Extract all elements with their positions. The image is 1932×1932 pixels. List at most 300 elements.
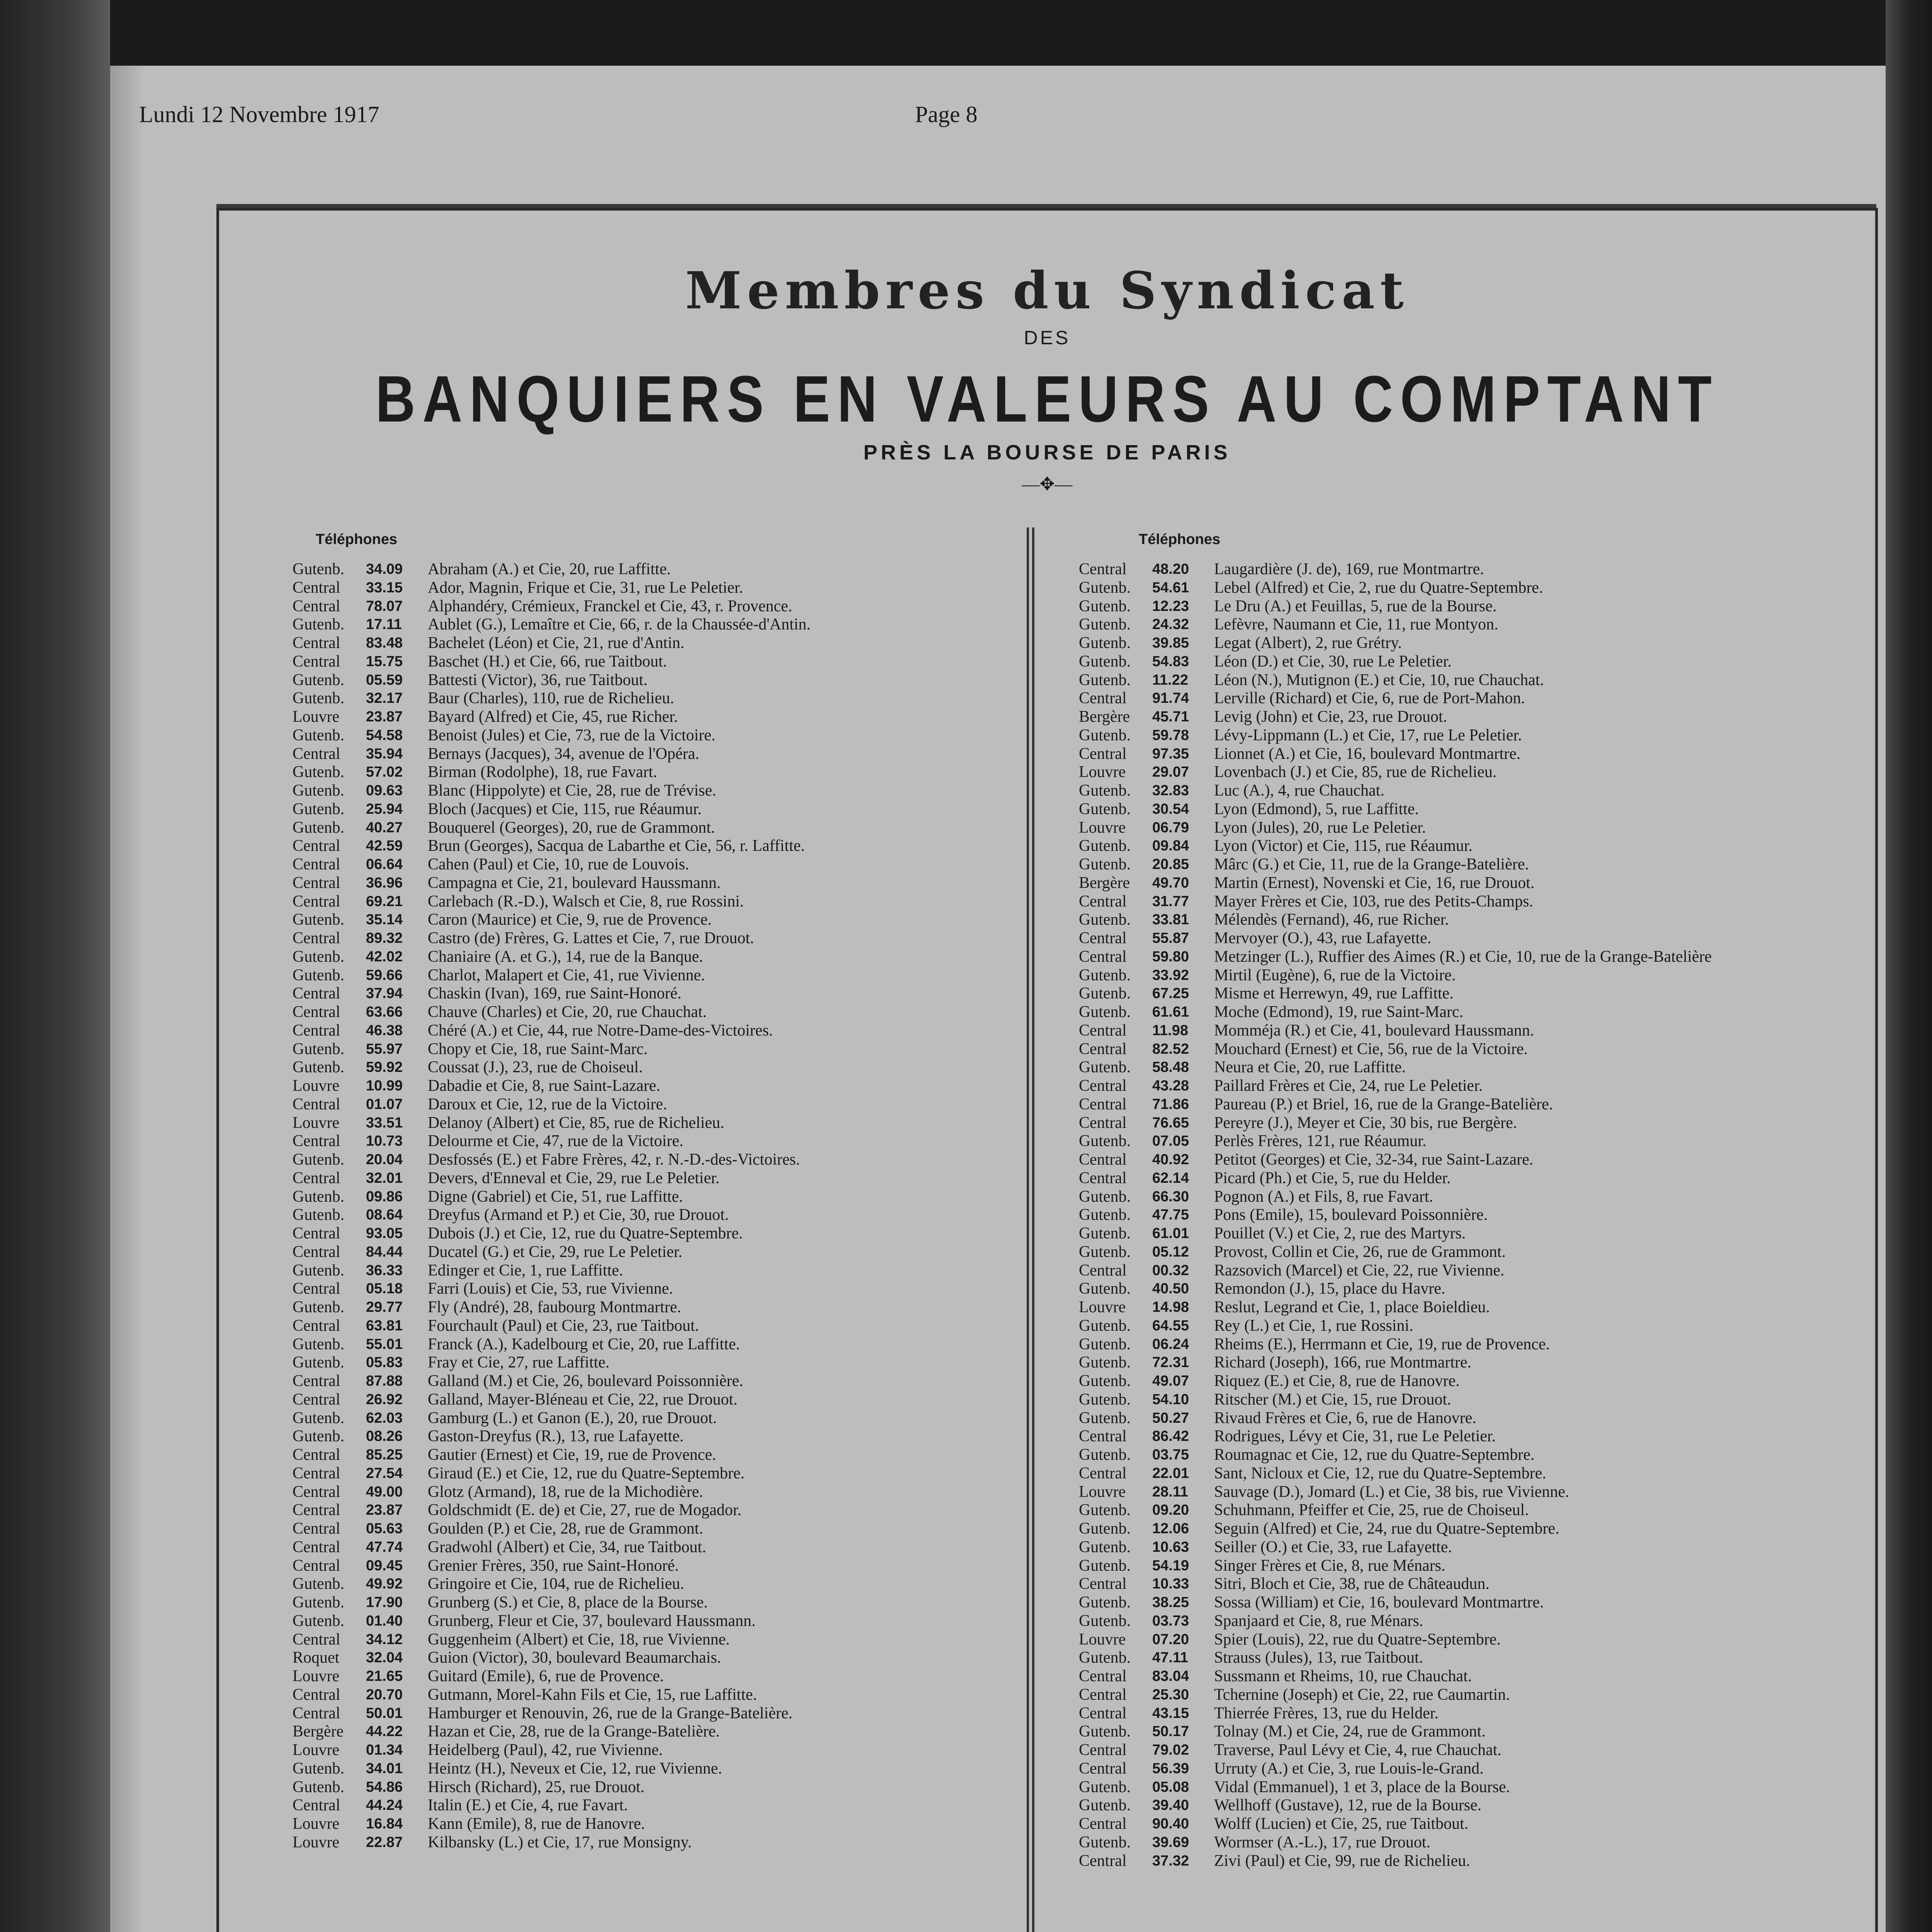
member-entry: [1079, 1095, 1852, 1114]
member-entry: [1079, 1335, 1852, 1354]
member-entry: [1079, 1298, 1852, 1317]
member-name-address: Sitri, Bloch et Cie, 38, rue de Châteaudun.: [1214, 1575, 1490, 1593]
member-name-address: Lévy-Lippmann (L.) et Cie, 17, rue Le Peletier.: [1214, 726, 1522, 744]
member-entry: [1079, 985, 1852, 1003]
member-name-address: Grenier Frères, 350, rue Saint-Honoré.: [428, 1556, 679, 1575]
member-name-address: Fourchault (Paul) et Cie, 23, rue Taitbout.: [428, 1316, 699, 1335]
member-name-address: Grunberg, Fleur et Cie, 37, boulevard Haussmann.: [428, 1612, 756, 1630]
member-entry: [1079, 1594, 1852, 1612]
telephone-exchange: Gutenb.: [293, 1187, 345, 1206]
member-entry: [293, 1631, 1000, 1649]
telephone-exchange: Central: [1079, 1685, 1127, 1704]
telephone-number: 05.18: [366, 1281, 403, 1297]
telephone-exchange: Louvre: [1079, 1483, 1126, 1501]
member-name-address: Digne (Gabriel) et Cie, 51, rue Laffitte.: [428, 1187, 683, 1206]
telephone-number: 32.83: [1152, 782, 1189, 799]
member-name-address: Lyon (Edmond), 5, rue Laffitte.: [1214, 800, 1419, 818]
telephone-number: 59.66: [366, 967, 403, 983]
telephone-exchange: Central: [1079, 1040, 1127, 1058]
telephone-number: 85.25: [366, 1447, 403, 1463]
telephone-exchange: Central: [1079, 1114, 1127, 1132]
telephone-exchange: Central: [293, 837, 340, 855]
telephone-exchange: Central: [1079, 1095, 1127, 1113]
telephone-number: 42.02: [366, 948, 403, 965]
member-entry: [1079, 634, 1852, 653]
telephone-number: 63.66: [366, 1004, 403, 1020]
telephone-number: 33.15: [366, 579, 403, 596]
telephone-exchange: Central: [293, 1796, 340, 1815]
member-name-address: Alphandéry, Crémieux, Franckel et Cie, 43, r. Provence.: [428, 597, 793, 615]
telephone-number: 20.04: [366, 1151, 403, 1168]
telephone-exchange: Central: [1079, 1852, 1127, 1870]
member-entry: [293, 1446, 1000, 1464]
telephone-number: 32.17: [366, 690, 403, 707]
telephone-number: 87.88: [366, 1373, 403, 1389]
scan-right-edge: [1886, 0, 1932, 1932]
telephone-exchange: Central: [293, 578, 340, 597]
telephone-number: 40.50: [1152, 1281, 1189, 1297]
telephone-number: 29.77: [366, 1299, 403, 1315]
telephone-number: 11.22: [1152, 672, 1188, 688]
telephone-number: 82.52: [1152, 1041, 1189, 1057]
member-name-address: Goulden (P.) et Cie, 28, rue de Grammont.: [428, 1520, 703, 1537]
member-entry: [1079, 597, 1852, 616]
telephone-exchange: Gutenb.: [1079, 1833, 1131, 1851]
telephone-number: 20.70: [366, 1686, 403, 1703]
member-entry: [293, 1372, 1000, 1391]
member-name-address: Sussmann et Rheims, 10, rue Chauchat.: [1214, 1667, 1472, 1685]
telephone-number: 25.30: [1152, 1686, 1189, 1703]
telephone-exchange: Central: [293, 1003, 340, 1021]
member-entry: [1079, 1704, 1852, 1723]
member-name-address: Dubois (J.) et Cie, 12, rue du Quatre-Septembre.: [428, 1225, 743, 1242]
telephone-number: 54.10: [1152, 1391, 1189, 1408]
telephone-number: 15.75: [366, 653, 403, 670]
member-name-address: Hamburger et Renouvin, 26, rue de la Grange-Batelière.: [428, 1704, 793, 1722]
telephone-exchange: Gutenb.: [1079, 1058, 1131, 1077]
member-entry: [293, 1169, 1000, 1188]
telephone-number: 10.63: [1152, 1539, 1189, 1555]
member-entry: [1079, 1188, 1852, 1206]
member-entry: [1079, 1667, 1852, 1686]
member-entry: [1079, 1280, 1852, 1298]
member-entry: [293, 1206, 1000, 1225]
telephone-number: 49.92: [366, 1576, 403, 1592]
telephone-number: 54.58: [366, 727, 403, 743]
member-name-address: Lovenbach (J.) et Cie, 85, rue de Richelieu.: [1214, 763, 1497, 781]
member-entry: [293, 745, 1000, 764]
telephone-number: 61.61: [1152, 1004, 1189, 1020]
member-name-address: Hazan et Cie, 28, rue de la Grange-Batelière.: [428, 1723, 720, 1741]
telephone-exchange: Gutenb.: [1079, 800, 1131, 818]
telephone-number: 47.74: [366, 1539, 403, 1555]
telephone-number: 23.87: [366, 709, 403, 725]
telephone-exchange: Central: [293, 1556, 340, 1575]
member-entry: [293, 911, 1000, 929]
member-name-address: Gaston-Dreyfus (R.), 13, rue Lafayette.: [428, 1427, 684, 1446]
telephone-exchange: Central: [293, 1501, 340, 1519]
member-entry: [1079, 1243, 1852, 1262]
telephone-exchange: Gutenb.: [293, 1261, 345, 1279]
member-entry: [293, 1833, 1000, 1852]
member-name-address: Glotz (Armand), 18, rue de la Michodière.: [428, 1483, 703, 1501]
telephone-exchange: Central: [293, 634, 340, 652]
member-entry: [1079, 1206, 1852, 1225]
telephone-number: 10.33: [1152, 1576, 1189, 1592]
member-name-address: Spanjaard et Cie, 8, rue Ménars.: [1214, 1612, 1423, 1630]
member-name-address: Franck (A.), Kadelbourg et Cie, 20, rue Laffitte.: [428, 1335, 740, 1353]
telephone-exchange: Gutenb.: [293, 1612, 345, 1630]
member-entry: [293, 1317, 1000, 1335]
member-name-address: Guitard (Emile), 6, rue de Provence.: [428, 1667, 664, 1685]
member-entry: [293, 597, 1000, 616]
member-entry: [293, 929, 1000, 948]
telephone-exchange: Gutenb.: [1079, 1132, 1131, 1150]
member-name-address: Sauvage (D.), Jomard (L.) et Cie, 38 bis, rue Vivienne.: [1214, 1483, 1570, 1501]
member-entry: [293, 1483, 1000, 1502]
member-name-address: Sossa (William) et Cie, 16, boulevard Montmartre.: [1214, 1594, 1544, 1611]
telephone-exchange: Gutenb.: [293, 763, 345, 781]
telephone-number: 39.85: [1152, 635, 1189, 651]
member-entry: [293, 800, 1000, 819]
member-name-address: Luc (A.), 4, rue Chauchat.: [1214, 782, 1384, 799]
member-entry: [1079, 671, 1852, 690]
telephone-number: 59.92: [366, 1059, 403, 1076]
telephone-number: 43.15: [1152, 1705, 1189, 1721]
telephone-exchange: Gutenb.: [1079, 1354, 1131, 1372]
telephone-exchange: Gutenb.: [293, 1575, 345, 1593]
member-entry: [293, 1132, 1000, 1151]
telephone-exchange: Louvre: [293, 1667, 340, 1685]
telephone-number: 90.40: [1152, 1816, 1189, 1832]
member-name-address: Mélendès (Fernand), 46, rue Richer.: [1214, 911, 1449, 929]
member-name-address: Pouillet (V.) et Cie, 2, rue des Martyrs.: [1214, 1225, 1466, 1242]
member-entry: [1079, 689, 1852, 708]
member-entry: [293, 1095, 1000, 1114]
telephone-number: 29.07: [1152, 764, 1189, 781]
member-entry: [1079, 1852, 1852, 1871]
telephone-number: 05.12: [1152, 1243, 1189, 1260]
telephone-exchange: Central: [293, 892, 340, 910]
member-entry: [1079, 819, 1852, 837]
header-page-number: Page 8: [915, 102, 978, 127]
telephone-exchange: Gutenb.: [1079, 1778, 1131, 1796]
member-entry: [293, 1354, 1000, 1372]
telephone-number: 22.87: [366, 1834, 403, 1850]
telephone-exchange: Gutenb.: [1079, 578, 1131, 597]
member-entry: [293, 1298, 1000, 1317]
telephone-exchange: Louvre: [293, 708, 340, 726]
member-entry: [293, 1225, 1000, 1243]
telephone-number: 31.77: [1152, 893, 1189, 910]
member-name-address: Edinger et Cie, 1, rue Laffitte.: [428, 1261, 623, 1279]
scan-left-edge: [0, 0, 110, 1932]
telephone-exchange: Central: [293, 1132, 340, 1150]
member-entry: [1079, 1815, 1852, 1833]
telephones-header-right: Téléphones: [1139, 531, 1221, 548]
member-name-address: Léon (N.), Mutignon (E.) et Cie, 10, rue Chauchat.: [1214, 671, 1544, 689]
member-name-address: Battesti (Victor), 36, rue Taitbout.: [428, 671, 648, 689]
member-name-address: Seiller (O.) et Cie, 33, rue Lafayette.: [1214, 1538, 1452, 1556]
telephone-exchange: Central: [1079, 892, 1127, 910]
telephone-number: 34.09: [366, 561, 403, 577]
member-entry: [1079, 1446, 1852, 1464]
member-entry: [293, 726, 1000, 745]
telephone-number: 46.38: [366, 1022, 403, 1039]
member-entry: [293, 855, 1000, 874]
member-name-address: Bouquerel (Georges), 20, rue de Grammont.: [428, 818, 715, 837]
member-name-address: Dabadie et Cie, 8, rue Saint-Lazare.: [428, 1077, 660, 1095]
telephone-exchange: Central: [293, 597, 340, 615]
member-name-address: Fray et Cie, 27, rue Laffitte.: [428, 1354, 610, 1372]
telephone-number: 48.20: [1152, 561, 1189, 577]
telephone-exchange: Central: [1079, 1667, 1127, 1685]
telephone-number: 24.32: [1152, 616, 1189, 633]
telephone-number: 61.01: [1152, 1225, 1189, 1242]
telephone-number: 35.14: [366, 912, 403, 928]
telephone-exchange: Gutenb.: [293, 1778, 345, 1796]
telephone-number: 11.98: [1152, 1022, 1188, 1039]
member-name-address: Giraud (E.) et Cie, 12, rue du Quatre-Septembre.: [428, 1464, 745, 1482]
telephone-exchange: Central: [1079, 1759, 1127, 1777]
telephone-number: 49.00: [366, 1483, 403, 1500]
telephone-number: 27.54: [366, 1465, 403, 1481]
member-name-address: Lebel (Alfred) et Cie, 2, rue du Quatre-Septembre.: [1214, 578, 1543, 597]
member-entry: [293, 1464, 1000, 1483]
telephone-exchange: Central: [293, 745, 340, 763]
telephone-number: 55.01: [366, 1336, 403, 1352]
telephone-exchange: Gutenb.: [293, 800, 345, 818]
member-entry: [293, 1188, 1000, 1206]
telephone-exchange: Central: [1079, 1021, 1127, 1039]
telephone-exchange: Louvre: [293, 1741, 340, 1759]
telephone-number: 33.51: [366, 1114, 403, 1131]
telephone-number: 06.64: [366, 856, 403, 872]
member-name-address: Aublet (G.), Lemaître et Cie, 66, r. de la Chaussée-d'Antin.: [428, 616, 811, 634]
member-name-address: Ducatel (G.) et Cie, 29, rue Le Peletier.: [428, 1243, 682, 1261]
telephone-exchange: Central: [293, 1685, 340, 1704]
member-name-address: Lefèvre, Naumann et Cie, 11, rue Montyon.: [1214, 616, 1498, 634]
member-name-address: Chaniaire (A. et G.), 14, rue de la Banque.: [428, 947, 703, 966]
telephone-exchange: Central: [1079, 1169, 1127, 1187]
telephone-number: 03.75: [1152, 1447, 1189, 1463]
telephone-exchange: Bergère: [1079, 874, 1130, 892]
member-name-address: Reslut, Legrand et Cie, 1, place Boieldieu.: [1214, 1298, 1490, 1316]
member-entry: [1079, 1114, 1852, 1133]
telephone-exchange: Gutenb.: [1079, 985, 1131, 1003]
member-name-address: Gutmann, Morel-Kahn Fils et Cie, 15, rue Laffitte.: [428, 1685, 757, 1704]
member-entry: [1079, 1686, 1852, 1704]
member-entry: [1079, 1557, 1852, 1575]
member-entry: [293, 616, 1000, 634]
member-entry: [293, 1741, 1000, 1760]
telephone-number: 79.02: [1152, 1742, 1189, 1758]
telephone-number: 47.75: [1152, 1207, 1189, 1223]
member-name-address: Provost, Collin et Cie, 26, rue de Grammont.: [1214, 1243, 1506, 1261]
telephone-exchange: Central: [1079, 689, 1127, 707]
telephone-number: 17.90: [366, 1594, 403, 1611]
telephone-exchange: Gutenb.: [293, 689, 345, 707]
member-name-address: Mirtil (Eugène), 6, rue de la Victoire.: [1214, 966, 1456, 984]
telephone-number: 32.04: [366, 1650, 403, 1666]
member-name-address: Kilbansky (L.) et Cie, 17, rue Monsigny.: [428, 1833, 692, 1851]
member-entry: [1079, 966, 1852, 985]
telephone-exchange: Gutenb.: [293, 911, 345, 929]
telephone-exchange: Louvre: [293, 1815, 340, 1833]
member-entry: [293, 1501, 1000, 1520]
member-name-address: Caron (Maurice) et Cie, 9, rue de Provence.: [428, 911, 712, 929]
member-entry: [1079, 1151, 1852, 1169]
member-name-address: Urruty (A.) et Cie, 3, rue Louis-le-Grand.: [1214, 1759, 1484, 1777]
telephone-number: 03.73: [1152, 1612, 1189, 1629]
telephone-number: 40.27: [366, 819, 403, 836]
telephone-number: 62.14: [1152, 1170, 1189, 1186]
telephone-exchange: Central: [293, 1243, 340, 1261]
member-name-address: Mervoyer (O.), 43, rue Lafayette.: [1214, 929, 1432, 947]
member-entry: [293, 671, 1000, 690]
telephone-exchange: Gutenb.: [1079, 837, 1131, 855]
member-entry: [293, 1040, 1000, 1059]
member-name-address: Benoist (Jules) et Cie, 73, rue de la Victoire.: [428, 726, 716, 744]
member-entry: [1079, 1022, 1852, 1040]
member-entry: [1079, 782, 1852, 800]
telephone-exchange: Gutenb.: [1079, 782, 1131, 799]
member-name-address: Carlebach (R.-D.), Walsch et Cie, 8, rue Rossini.: [428, 892, 744, 910]
member-entry: [1079, 1575, 1852, 1594]
member-name-address: Picard (Ph.) et Cie, 5, rue du Helder.: [1214, 1169, 1451, 1187]
member-name-address: Gautier (Ernest) et Cie, 19, rue de Provence.: [428, 1446, 716, 1464]
telephone-number: 05.83: [366, 1354, 403, 1371]
telephone-number: 39.69: [1152, 1834, 1189, 1850]
member-name-address: Traverse, Paul Lévy et Cie, 4, rue Chauchat.: [1214, 1741, 1502, 1759]
member-name-address: Castro (de) Frères, G. Lattes et Cie, 7, rue Drouot.: [428, 929, 754, 947]
member-name-address: Bloch (Jacques) et Cie, 115, rue Réaumur.: [428, 800, 702, 818]
telephone-number: 91.74: [1152, 690, 1189, 707]
member-name-address: Rey (L.) et Cie, 1, rue Rossini.: [1214, 1316, 1413, 1335]
telephone-number: 54.83: [1152, 653, 1189, 670]
member-name-address: Razsovich (Marcel) et Cie, 22, rue Vivienne.: [1214, 1261, 1505, 1279]
member-name-address: Lyon (Victor) et Cie, 115, rue Réaumur.: [1214, 837, 1473, 855]
page-binding-shade: [110, 66, 145, 1932]
member-entry: [1079, 1427, 1852, 1446]
member-name-address: Legat (Albert), 2, rue Grétry.: [1214, 634, 1402, 652]
telephone-exchange: Central: [293, 929, 340, 947]
member-entry: [293, 819, 1000, 837]
telephone-number: 55.87: [1152, 930, 1189, 946]
telephone-number: 08.26: [366, 1428, 403, 1445]
member-entry: [293, 837, 1000, 855]
telephone-exchange: Central: [293, 1095, 340, 1113]
member-entry: [1079, 1317, 1852, 1335]
telephone-exchange: Gutenb.: [293, 1040, 345, 1058]
member-name-address: Desfossés (E.) et Fabre Frères, 42, r. N.-D.-des-Victoires.: [428, 1151, 800, 1168]
member-name-address: Remondon (J.), 15, place du Havre.: [1214, 1280, 1446, 1298]
member-entry: [1079, 1262, 1852, 1280]
member-entry: [1079, 1833, 1852, 1852]
telephone-number: 34.01: [366, 1760, 403, 1777]
top-rule: [216, 204, 1876, 208]
telephone-exchange: Central: [1079, 947, 1127, 966]
telephone-number: 06.24: [1152, 1336, 1189, 1352]
member-entry: [293, 579, 1000, 597]
telephone-exchange: Central: [293, 985, 340, 1003]
member-name-address: Riquez (E.) et Cie, 8, rue de Hanovre.: [1214, 1372, 1460, 1390]
member-entry: [293, 1704, 1000, 1723]
member-entry: [293, 1427, 1000, 1446]
member-entry: [1079, 763, 1852, 782]
telephone-exchange: Gutenb.: [293, 671, 345, 689]
telephone-number: 10.99: [366, 1078, 403, 1094]
member-entry: [1079, 1391, 1852, 1409]
member-entry: [293, 1649, 1000, 1667]
title-membres-du-syndicat: Membres du Syndicat: [685, 261, 1409, 321]
member-name-address: Fly (André), 28, faubourg Montmartre.: [428, 1298, 681, 1316]
member-entry: [1079, 1077, 1852, 1095]
member-entry: [293, 653, 1000, 671]
member-name-address: Perlès Frères, 121, rue Réaumur.: [1214, 1132, 1427, 1150]
member-entry: [293, 1280, 1000, 1298]
member-name-address: Mârc (G.) et Cie, 11, rue de la Grange-Batelière.: [1214, 855, 1529, 873]
member-name-address: Baur (Charles), 110, rue de Richelieu.: [428, 689, 674, 707]
member-name-address: Campagna et Cie, 21, boulevard Haussmann.: [428, 874, 721, 892]
member-name-address: Gamburg (L.) et Ganon (E.), 20, rue Drouot.: [428, 1409, 717, 1427]
telephone-number: 93.05: [366, 1225, 403, 1242]
telephone-exchange: Central: [293, 1021, 340, 1039]
telephone-number: 69.21: [366, 893, 403, 910]
telephone-number: 17.11: [366, 616, 402, 633]
telephone-exchange: Central: [1079, 1464, 1127, 1482]
member-entry: [293, 763, 1000, 782]
member-entry: [293, 1391, 1000, 1409]
telephone-exchange: Gutenb.: [1079, 1538, 1131, 1556]
member-entry: [1079, 911, 1852, 929]
member-name-address: Wolff (Lucien) et Cie, 25, rue Taitbout.: [1214, 1815, 1469, 1833]
member-entry: [1079, 1520, 1852, 1538]
telephone-number: 09.45: [366, 1557, 403, 1574]
telephone-exchange: Gutenb.: [1079, 1187, 1131, 1206]
telephone-exchange: Louvre: [1079, 763, 1126, 781]
telephones-header-left: Téléphones: [316, 531, 398, 548]
member-entry: [293, 874, 1000, 893]
member-name-address: Cahen (Paul) et Cie, 10, rue de Louvois.: [428, 855, 689, 873]
member-name-address: Charlot, Malapert et Cie, 41, rue Vivienne.: [428, 966, 705, 984]
telephone-exchange: Gutenb.: [1079, 1501, 1131, 1519]
telephone-number: 71.86: [1152, 1096, 1189, 1112]
member-entry: [1079, 708, 1852, 726]
member-entry: [1079, 1225, 1852, 1243]
member-entry: [293, 1003, 1000, 1022]
telephone-number: 23.87: [366, 1502, 403, 1519]
member-name-address: Heintz (H.), Neveux et Cie, 12, rue Vivienne.: [428, 1759, 722, 1777]
telephone-exchange: Louvre: [293, 1833, 340, 1851]
telephone-exchange: Central: [293, 855, 340, 873]
member-name-address: Le Dru (A.) et Feuillas, 5, rue de la Bourse.: [1214, 597, 1497, 615]
member-name-address: Blanc (Hippolyte) et Cie, 28, rue de Trévise.: [428, 782, 716, 799]
telephone-number: 42.59: [366, 838, 403, 854]
member-entry: [293, 1409, 1000, 1428]
telephone-number: 39.40: [1152, 1797, 1189, 1814]
member-entry: [1079, 1612, 1852, 1631]
member-name-address: Chopy et Cie, 18, rue Saint-Marc.: [428, 1040, 648, 1058]
member-entry: [1079, 948, 1852, 966]
member-name-address: Momméja (R.) et Cie, 41, boulevard Haussmann.: [1214, 1021, 1534, 1039]
member-entry: [293, 1520, 1000, 1538]
telephone-number: 09.86: [366, 1188, 403, 1205]
telephone-exchange: Gutenb.: [293, 1409, 345, 1427]
telephone-number: 59.78: [1152, 727, 1189, 743]
member-entry: [1079, 1483, 1852, 1502]
telephone-exchange: Louvre: [1079, 1630, 1126, 1648]
